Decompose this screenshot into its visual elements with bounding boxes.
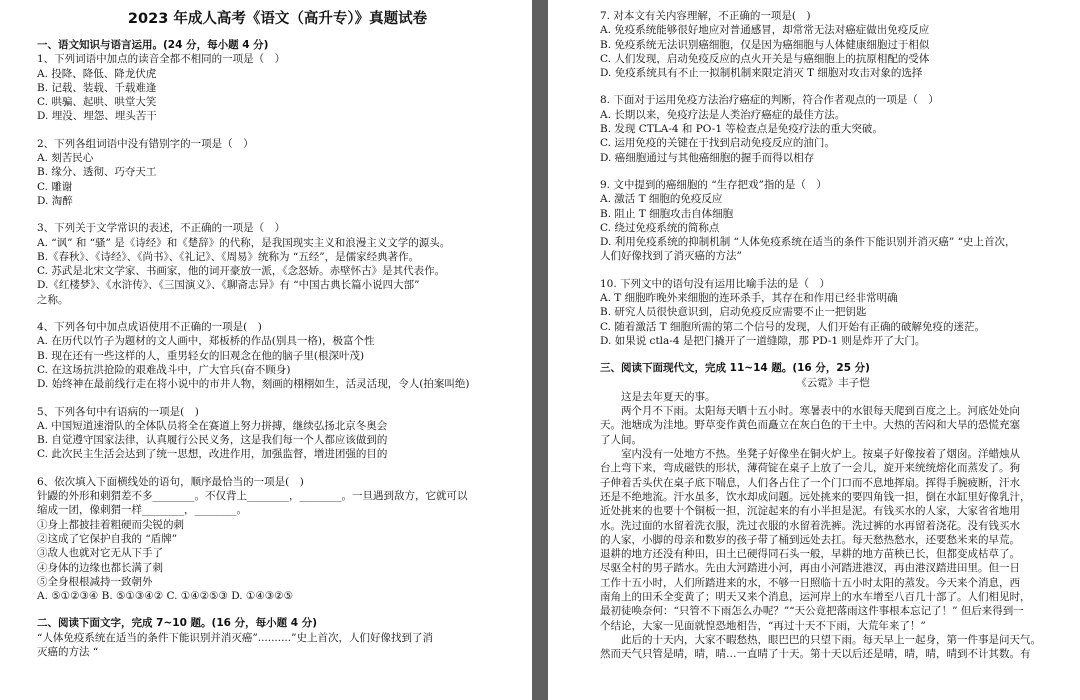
question-8 [600,93,1066,164]
question-6-choice-2: ②这成了它保护自我的 “盾牌” [37,532,178,545]
question-9-stem: 9. 文中提到的癌细胞的 “生存把戏”指的是（ ） [600,178,827,191]
question-3-option-d: D.《红楼梦》、《水浒传》、《三国演义》、《聊斋志异》有 “中国古典长篇小说四大部” [37,279,420,292]
section-2-text: “人体免疫系统在适当的条件下能识别并消灭癌”..........”史上首次，人们好像找到了消 [37,631,433,644]
question-10 [600,277,1066,348]
article-line: 退耕的地方还没有种田，田土已硬得同石头一般，早耕的地方苗秧已长，但都变成枯草了。 [600,548,1020,561]
question-6-choice-1: ①身上都披挂着粗硬而尖锐的刺 [37,518,184,531]
question-4-stem: 4、下列各句中加点成语使用不正确的一项是( ) [37,321,262,334]
question-3-option-d-cont: 之称。 [37,293,69,306]
question-6 [37,475,518,604]
question-10-option-d: D. 如果说 ctla-4 是把门撬开了一道缝隙，那 PD-1 则是炸开了大门。 [600,334,926,347]
question-8-stem: 8. 下面对于运用免疫方法治疗癌症的判断，符合作者观点的一项是（ ） [600,94,939,107]
question-7-option-d: D. 免疫系统具有不止一拟制机制来限定消灭 T 细胞对攻击对象的选择 [600,67,923,80]
question-5 [37,405,518,462]
question-4-option-d: D. 始终神在最前线行走在将小说中的市井人物，刻画的栩栩如生，活灵活现，令人(拍案叫绝) [37,378,470,391]
question-1 [37,52,518,123]
question-10-option-c: C. 随着激活 T 细胞所需的第二个信号的发现，人们开始有正确的破解免疫的迷茫。 [600,320,986,333]
question-7 [600,9,1066,80]
article-line: 室内没有一处地方不热。坐凳子好像坐在铜火炉上。按桌子好像按着了烟囱。洋蜡烛从 [621,448,1020,461]
question-9-option-d-cont: 人们好像找到了消灭癌的方法” [600,250,742,263]
section-1-heading: 一、语文知识与语言运用。(24 分，每小题 4 分) [37,39,269,51]
question-3-option-c: C. 苏武是北宋文学家、书画家，他的词开豪放一派，《念怒娇。赤壁怀古》是其代表作。 [37,265,446,278]
document-page-right [548,0,1080,700]
question-6-passage-cont: 缩成一团，像刺猬一样________，________。 [37,504,247,517]
question-5-stem: 5、下列各句中有语病的一项是( ) [37,405,199,418]
section-3-heading: 三、阅读下面现代文，完成 11~14 题。(16 分，25 分) [600,362,870,375]
question-8-option-c: C. 运用免疫的关键在于找到启动免疫反应的油门。 [600,137,835,150]
question-6-choice-5: ⑤全身根根减持一致朝外 [37,575,153,588]
article-line: 的人家，小脚的母亲和数岁的孩子带了桶到远处去扛。每天愁热愁水，还要愁米来的早荒。 [600,533,1020,546]
question-9 [600,178,1066,264]
article-line: 然而天气只管是晴，晴，晴…一直晴了十天。第十天以后还是晴，晴，晴，晴到不计其数。有 [600,648,1031,661]
question-9-option-b: B. 阻止 T 细胞攻击自体细胞 [600,207,734,220]
question-10-option-a: A. T 细胞昨晚外来细胞的连环杀手，其存在和作用已经非常明确 [600,292,898,305]
question-7-stem: 7. 对本文有关内容理解，不正确的一项是( ) [600,10,811,22]
question-5-option-b: B. 自觉遵守国家法律，认真履行公民义务，这是我们每一个人都应该做到的 [37,434,388,447]
question-9-option-a: A. 激活 T 细胞的免疫反应 [600,193,723,206]
question-6-stem: 6、依次填入下面横线处的语句，顺序最恰当的一项是( ) [37,475,304,488]
article-line: 近处挑来的也要十个铜板一担，沉淀起来的有小半担是泥。有钱买水的人家，大家省省地用 [600,505,1020,518]
question-8-option-b: B. 发现 CTLA-4 和 PO-1 等检查点是免疫疗法的重大突破。 [600,123,883,136]
question-3 [37,221,518,307]
section-2-heading: 二、阅读下面文字，完成 7~10 题。(16 分，每小题 4 分) [37,617,318,630]
question-2-option-b: B. 缘分、透彻、巧夺天工 [37,166,157,179]
question-6-choice-3: ③敌人也就对它无从下手了 [37,547,163,560]
question-8-option-d: D. 癌细胞通过与其他癌细胞的握手而得以相存 [600,151,815,164]
article-line: 工作十五小时，人们所踏进来的水，不够一日照临十五小时太阳的蒸发。今天来个消息，西 [600,576,1020,589]
question-9-option-d: D. 利用免疫系统的抑制机制 “人体免疫系统在适当的条件下能识别并消灭癌” “史上首次， [600,236,1016,249]
article-line: 台上弯下来，弯成磁铁的形状，薄荷锭在桌子上放了一会儿，旋开来统统熔化而蒸发了。狗 [600,462,1020,475]
article-title: 《云霓》丰子恺 [796,376,870,389]
question-10-option-b: B. 研究人员很快意识到，启动免疫反应需要不止一把钥匙 [600,306,867,319]
article-line: 个结论，大家一见面就惶恐地相告，“再过十天不下雨，大荒年来了！” [600,619,926,632]
article-line: 这是去年夏天的事。 [621,390,716,403]
question-5-option-a: A. 中国短道速滑队的全体队员将全在赛道上努力拼搏，继续弘扬北京冬奥会 [37,419,388,432]
question-4-option-a: A. 在历代以竹子为题材的文人画中，郑板桥的作品(别具一格)，极富个性 [37,335,375,348]
question-1-option-a: A. 投降、降低、降龙伏虎 [37,67,157,80]
question-7-option-c: C. 人们发现，启动免疫反应的点火开关是与癌细胞上的抗原相配的受体 [600,52,930,65]
question-3-stem: 3、下列关于文学常识的表述，不正确的一项是（ ） [37,222,286,235]
article-line: 两个月不下雨。太阳每天晒十五小时。寒暑表中的水银每天爬到百度之上。河底处处向 [621,405,1020,418]
question-9-option-c: C. 绕过免疫系统的简称点 [600,221,720,234]
article-line: 尽驱全村的男子踏水。先由大河踏进小河，再由小河踏进港汊，再由港汊踏进田里。但一日 [600,562,1020,575]
question-4-option-c: C. 在这场抗洪抢险的艰难战斗中，广大官兵(奋不顾身) [37,363,291,376]
article-body [600,390,1066,662]
question-2-option-a: A. 刻苦民心 [37,152,94,165]
question-1-option-b: B. 记载、装载、千载难逢 [37,81,157,94]
article-line: 还是不绝地流。汗水虽多，饮水却成问题。远处挑来的要四角钱一担，倒在水缸里好像乳汁， [600,490,1031,503]
question-4 [37,320,518,391]
question-5-option-c: C. 此次民主生活会达到了统一思想，改进作用，加强监督，增进团强的目的 [37,448,388,461]
question-6-options: A. ⑤①②③④ B. ⑤①③④② C. ①④②⑤③ D. ①④③②⑤ [37,590,293,603]
question-7-option-a: A. 免疫系统能够很好地应对普通感冒，却常常无法对癌症做出免疫反应 [600,24,930,37]
question-1-option-c: C. 哄骗、起哄、哄堂大笑 [37,96,157,109]
question-6-passage: 针鼹的外形和刺猬差不多________。不仅背上________，________。一旦遇到敌方，它就可以 [37,490,468,503]
article-line: 水。洗过面的水留着洗衣服，洗过衣服的水留着洗裤。洗过裤的水再留着浇花。没有钱买水 [600,519,1020,532]
question-2-option-d: D. 淘醉 [37,194,73,207]
question-1-option-d: D. 埋没、埋怨、埋头苦干 [37,110,157,123]
question-3-option-a: A. “讽” 和 “骚” 是《诗经》和《楚辞》的代称，是我国现实主义和浪漫主义文学的源头。 [37,236,451,249]
section-2-text-cont: 灭癌的方法 “ [37,645,99,658]
question-2-option-c: C. 雕谢 [37,180,73,193]
question-10-stem: 10. 下列文中的语句没有运用比喻手法的是（ ） [600,277,831,290]
article-line: 了人间。 [600,433,642,446]
question-4-option-b: B. 现在还有一些这样的人，重男轻女的旧观念在他的脑子里(根深叶茂) [37,349,365,362]
article-line: 天。池塘成为洼地。野草变作黄色而矗立在灰白色的干土中。大热的苦闷和大旱的恐慌充塞 [600,419,1020,432]
question-7-option-b: B. 免疫系统无法识别癌细胞，仅是因为癌细胞与人体健康细胞过于相似 [600,38,930,51]
question-6-choice-4: ④身体的边缘也都长满了刺 [37,561,163,574]
question-2-stem: 2、下列各组词语中没有错别字的一项是（ ） [37,137,254,150]
document-page-left [0,0,532,700]
article-line: 南角上的田禾全变黄了；明天又来个消息，运河岸上的水车增至八百几十部了。人们相见时， [600,590,1031,603]
question-3-option-b: B.《春秋》、《诗经》、《尚书》、《礼记》、《周易》统称为 “五经”，是儒家经典著作。 [37,250,420,263]
question-1-stem: 1、下列词语中加点的读音全都不相同的一项是（ ） [37,53,286,66]
doc-title: 2023 年成人高考《语文（高升专）》真题试卷 [127,11,428,27]
article-line: 最初徒唤奈何：“只管不下雨怎么办呢？”“天公竟把落雨这件事根本忘记了！” 但后来得到一 [600,605,1024,618]
article-line: 此后的十天内，大家不暇愁热，眼巴巴的只望下雨。每天早上一起身，第一件事是问天气。 [621,633,1041,646]
question-8-option-a: A. 长期以来，免疫疗法是人类治疗癌症的最佳方法。 [600,108,846,121]
article-line: 子伸着舌头伏在桌子底下喘息，人们各占住了一个门口而不息地挥扇。挥得手腕疲断，汗水 [600,476,1020,489]
question-2 [37,137,518,208]
